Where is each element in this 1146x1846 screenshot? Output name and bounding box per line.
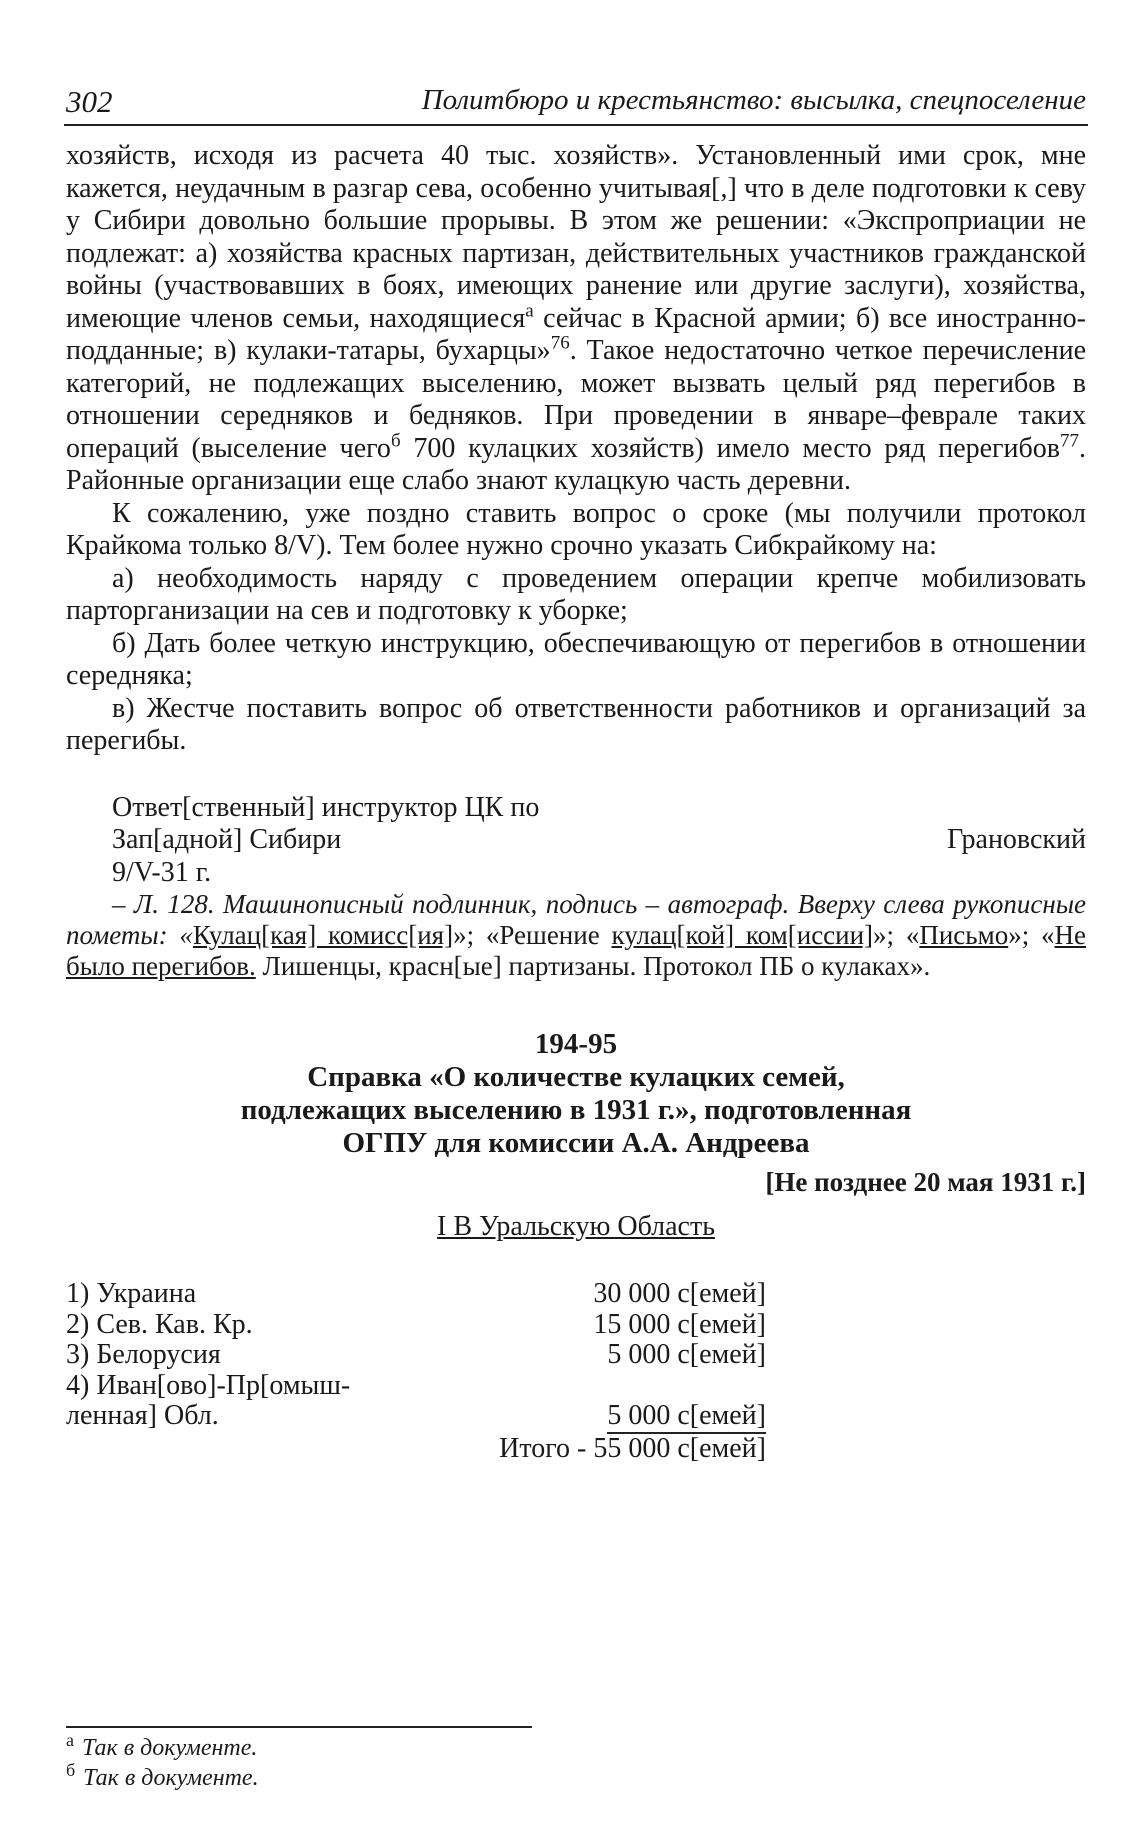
document-number: 194-95 bbox=[534, 1028, 618, 1060]
signature-block bbox=[66, 792, 1086, 890]
signature-org: Зап[адной] Сибири bbox=[112, 824, 342, 855]
table-row: ленная] Обл. 5 000 с[емей] bbox=[66, 1401, 766, 1434]
footnote-ref-a: а bbox=[525, 300, 534, 322]
document-title-line: подлежащих выселению в 1931 г.», подготовленная bbox=[240, 1094, 912, 1126]
list-item: а) необходимость наряду с проведением операции крепче мобилизовать парторганизации на сев и подготовку к уборке; bbox=[66, 562, 1086, 626]
footnote-ref-b: б bbox=[390, 430, 401, 452]
footnote: $^б$ Так в документе. bbox=[66, 1760, 259, 1791]
footnote-separator bbox=[66, 1726, 532, 1728]
handwritten-mark: Не было перегибов. bbox=[66, 920, 1086, 981]
page-header bbox=[64, 84, 1088, 126]
footnote: $^а$ Так в документе. bbox=[66, 1730, 258, 1761]
table-row: 4) Иван[ово]-Пр[омыш- bbox=[66, 1369, 351, 1401]
document-date: [Не позднее 20 мая 1931 г.] bbox=[765, 1167, 1086, 1197]
endnote-ref-77: 77 bbox=[1059, 430, 1079, 452]
handwritten-mark: Письмо bbox=[919, 920, 1009, 950]
signature-name: Грановский bbox=[947, 824, 1086, 855]
page-number: 302 bbox=[66, 84, 113, 119]
handwritten-mark: Кулац[кая] комисс[ия] bbox=[192, 920, 454, 950]
table-total-row: Итого - 55 000 с[емей] bbox=[499, 1432, 766, 1464]
paragraph-continuation: хозяйств, исходя из расчета 40 тыс. хозяйств». Установленный ими срок, мне кажется, неудачным в разгар сева, особенно учитывая[,] что в деле подготовки к севу у Сибири довольно большие прорывы. В этом же решении: «Экспроприации не подлежат: а) хозяйства красных партизан, действительных участников гражданской войны (участвовавших в боях, имеющих ранение или другие заслуги), хозяйства, имеющие членов семьи, находящиеся$^а$ сейчас в Красной армии; б) все иностранно-подданные; в) кулаки-татары, бухарцы»$^{76}$. Такое недостаточно четкое перечисление категорий, не подлежащих выселению, может вызвать целый ряд перегибов в отношении середняков и бедняков. При проведении в январе–феврале таких операций (выселение чего$^б$ 700 кулацких хозяйств) имело место ряд перегибов$^{77}$. Районные организации еще слабо знают кулацкую часть деревни. bbox=[66, 140, 1086, 496]
signature-title: Ответ[ственный] инструктор ЦК по bbox=[112, 791, 540, 823]
body-text bbox=[66, 140, 1086, 1464]
signature-date: 9/V-31 г. bbox=[112, 856, 212, 888]
table-row: 3) Белорусия 5 000 с[емей] bbox=[66, 1339, 766, 1370]
table-row: 1) Украина 30 000 с[емей] bbox=[66, 1278, 766, 1309]
archival-source-note: – Л. 128. Машинописный подлинник, подпись – автограф. Вверху слева рукописные пометы: «Кулац[кая] комисс[ия]»; «Решение кулац[кой] ком[иссии]»; «Письмо»; «Не было перегибов. Лишенцы, красн[ые] партизаны. Протокол ПБ о кулаках». bbox=[66, 889, 1086, 981]
list-item: б) Дать более четкую инструкцию, обеспечивающую от перегибов в отношении середняка; bbox=[66, 627, 1086, 691]
section-heading: I В Уральскую Область bbox=[437, 1210, 715, 1242]
document-title-line: Справка «О количестве кулацких семей, bbox=[307, 1061, 845, 1093]
paragraph: К сожалению, уже поздно ставить вопрос о сроке (мы получили протокол Крайкома только 8/V). Тем более нужно срочно указать Сибкрайкому на: bbox=[66, 497, 1086, 561]
list-item: в) Жестче поставить вопрос об ответственности работников и организаций за перегибы. bbox=[66, 692, 1086, 756]
running-title: Политбюро и крестьянство: высылка, спецпоселение bbox=[421, 84, 1086, 116]
document-title-line: ОГПУ для комиссии А.А. Андреева bbox=[342, 1127, 810, 1159]
table-row: 2) Сев. Кав. Кр. 15 000 с[емей] bbox=[66, 1308, 766, 1340]
endnote-ref-76: 76 bbox=[550, 332, 570, 354]
families-table bbox=[66, 1279, 766, 1464]
handwritten-mark: кулац[кой] ком[иссии] bbox=[611, 920, 874, 950]
